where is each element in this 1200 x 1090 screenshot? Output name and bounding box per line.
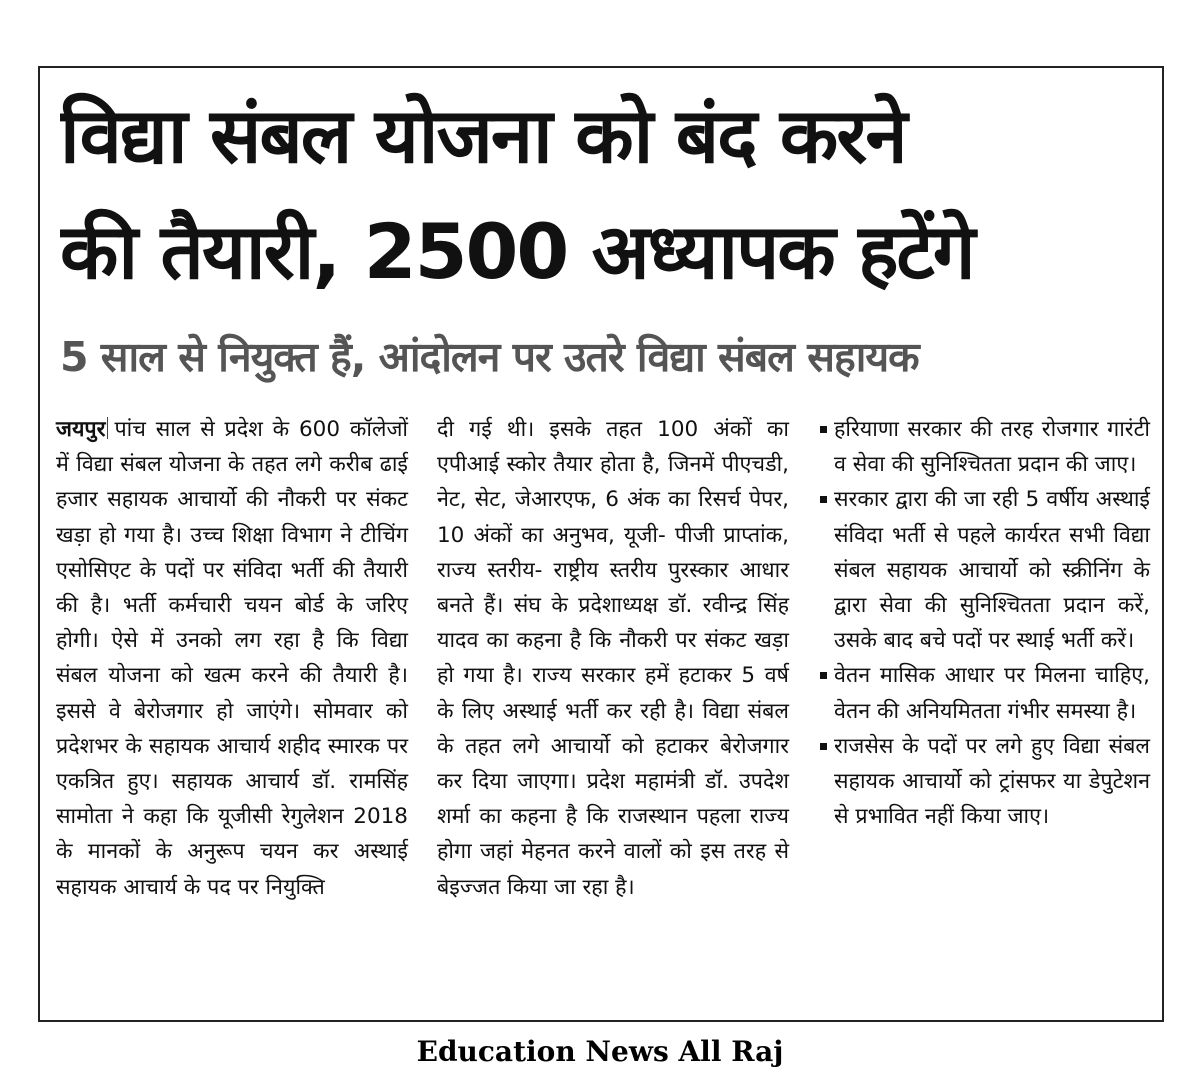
- demand-item: [820, 729, 1150, 835]
- newspaper-clipping: [38, 66, 1164, 1022]
- article-column-1: [56, 412, 408, 905]
- headline-line-2: की तैयारी, 2500 अध्यापक हटेंगे: [60, 207, 974, 296]
- dateline: जयपुर: [56, 417, 106, 442]
- article-column-2: [437, 412, 789, 905]
- subheadline: 5 साल से नियुक्त हैं, आंदोलन पर उतरे विद्या संबल सहायक: [60, 333, 919, 381]
- demand-item: [820, 482, 1150, 658]
- square-bullet-icon: [820, 743, 827, 750]
- demands-column: [820, 412, 1150, 834]
- square-bullet-icon: [820, 496, 827, 503]
- column-1-paragraph: [56, 412, 408, 905]
- square-bullet-icon: [820, 426, 827, 433]
- demand-text: राजसेस के पदों पर लगे हुए विद्या संबल सहायक आचार्यो को ट्रांसफर या डेपुटेशन से प्रभावित नहीं किया जाए।: [834, 733, 1150, 830]
- column-1-text: पांच साल से प्रदेश के 600 कॉलेजों में विद्या संबल योजना के तहत लगे करीब ढाई हजार सहायक आचार्यो की नौकरी पर संकट खड़ा हो गया है। उच्च शिक्षा विभाग ने टीचिंग एसोसिएट के पदों पर संविदा भर्ती की तैयारी की है। भर्ती कर्मचारी चयन बोर्ड के जरिए होगी। ऐसे में उनको लग रहा है कि विद्या संबल योजना को खत्म करने की तैयारी है। इससे वे बेरोजगार हो जाएंगे। सोमवार को प्रदेशभर के सहायक आचार्य शहीद स्मारक पर एकत्रित हुए। सहायक आचार्य डॉ. रामसिंह सामोता ने कहा कि यूजीसी रेगुलेशन 2018 के मानकों के अनुरूप चयन कर अस्थाई सहायक आचार्य के पद पर नियुक्ति: [56, 417, 408, 900]
- column-2-text: दी गई थी। इसके तहत 100 अंकों का एपीआई स्कोर तैयार होता है, जिनमें पीएचडी, नेट, सेट, जेआरएफ, 6 अंक का रिसर्च पेपर, 10 अंकों का अनुभव, यूजी- पीजी प्राप्तांक, राज्य स्तरीय- राष्ट्रीय स्तरीय पुरस्कार आधार बनते हैं। संघ के प्रदेशाध्यक्ष डॉ. रवीन्द्र सिंह यादव का कहना है कि नौकरी पर संकट खड़ा हो गया है। राज्य सरकार हमें हटाकर 5 वर्ष के लिए अस्थाई भर्ती कर रही है। विद्या संबल के तहत लगे आचार्यो को हटाकर बेरोजगार कर दिया जाएगा। प्रदेश महामंत्री डॉ. उपदेश शर्मा का कहना है कि राजस्थान पहला राज्य होगा जहां मेहनत करने वालों को इस तरह से बेइज्जत किया जा रहा है।: [437, 417, 789, 900]
- demand-item: [820, 412, 1150, 482]
- demand-item: [820, 658, 1150, 728]
- square-bullet-icon: [820, 672, 827, 679]
- watermark-caption: Education News All Raj: [416, 1035, 784, 1068]
- demand-text: वेतन मासिक आधार पर मिलना चाहिए, वेतन की अनियमितता गंभीर समस्या है।: [834, 663, 1150, 724]
- demand-text: सरकार द्वारा की जा रही 5 वर्षीय अस्थाई संविदा भर्ती से पहले कार्यरत सभी विद्या संबल सहायक आचार्यो को स्क्रीनिंग के द्वारा सेवा की सुनिश्चितता प्रदान करें, उसके बाद बचे पदों पर स्थाई भर्ती करें।: [834, 487, 1150, 654]
- dateline-divider: [107, 417, 108, 439]
- demand-text: हरियाणा सरकार की तरह रोजगार गारंटी व सेवा की सुनिश्चितता प्रदान की जाए।: [834, 417, 1150, 478]
- headline-line-1: विद्या संबल योजना को बंद करने: [60, 91, 906, 180]
